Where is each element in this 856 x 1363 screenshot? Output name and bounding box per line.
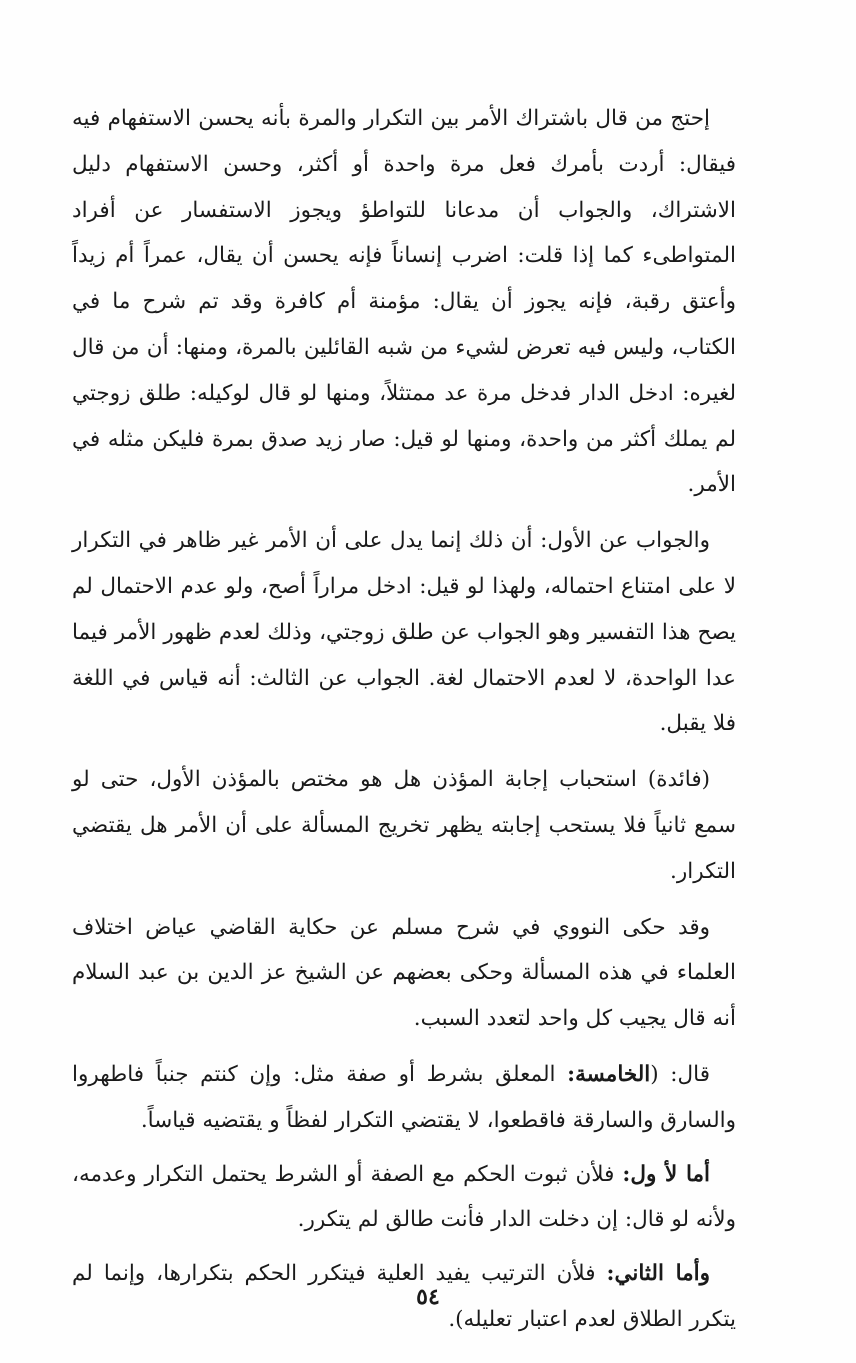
paragraph-nawawi: وقد حكى النووي في شرح مسلم عن حكاية القاضي عياض اختلاف العلماء في هذه المسألة وحكى بعضهم عن الشيخ عز الدين بن عبد السلام أنه قال يجيب كل واحد لتعدد السبب. — [72, 914, 736, 1032]
heading-second-point: وأما الثاني: — [606, 1261, 710, 1287]
paragraph-fifth — [72, 1052, 736, 1144]
paragraph-second-point-text: فلأن الترتيب يفيد العلية فيتكرر الحكم بتكرارها، وإنما لم يتكرر الطلاق لعدم اعتبار تعليله). — [72, 1261, 736, 1332]
body-text — [72, 96, 736, 1351]
paragraph-first-point — [72, 1152, 736, 1244]
paragraph-answer-first: والجواب عن الأول: أن ذلك إنما يدل على أن الأمر غير ظاهر في التكرار لا على امتناع احتماله، ولهذا لو قيل: ادخل مراراً أصح، ولو عدم الاحتمال لم يصح هذا التفسير وهو الجواب عن طلق زوجتي، وذلك لعدم ظهور الأمر فيما عدا الواحدة، لا لعدم الاحتمال لغة. الجواب عن الثالث: أنه قياس في اللغة فلا يقبل. — [72, 528, 736, 737]
heading-first-point: أما لأ ول: — [622, 1161, 710, 1187]
paragraph-fifth-lead: قال: ( — [650, 1061, 711, 1087]
heading-fifth: الخامسة: — [567, 1061, 651, 1087]
paragraph-argument: إحتج من قال باشتراك الأمر بين التكرار والمرة بأنه يحسن الاستفهام فيه فيقال: أردت بأمرك فعل مرة واحدة أو أكثر، وحسن الاستفهام دليل الاشتراك، والجواب أن مدعانا للتواطؤ ويجوز الاستفسار عن أفراد المتواطىء كما إذا قلت: اضرب إنساناً فإنه يحسن أن يقال، عمراً أم زيداً وأعتق رقبة، فإنه يجوز أن يقال: مؤمنة أم كافرة وقد تم شرح ما في الكتاب، وليس فيه تعرض لشيء من شبه القائلين بالمرة، ومنها: أن من قال لغيره: ادخل الدار فدخل مرة عد ممتثلاً، ومنها لو قال لوكيله: طلق زوجتي لم يملك أكثر من واحدة، ومنها لو قيل: صار زيد صدق بمرة فليكن مثله في الأمر. — [72, 106, 736, 498]
paragraph-fifth-text: المعلق بشرط أو صفة مثل: وإن كنتم جنباً فاطهروا والسارق والسارقة فاقطعوا، لا يقتضي التكرار لفظاً و يقتضيه قياساً. — [72, 1061, 736, 1133]
paragraph-first-point-text: فلأن ثبوت الحكم مع الصفة أو الشرط يحتمل التكرار وعدمه، ولأنه لو قال: إن دخلت الدار فأنت طالق لم يتكرر. — [72, 1161, 736, 1233]
paragraph-benefit: (فائدة) استحباب إجابة المؤذن هل هو مختص بالمؤذن الأول، حتى لو سمع ثانياً فلا يستحب إجابته يظهر تخريج المسألة على أن الأمر هل يقتضي التكرار. — [72, 767, 736, 884]
page-number: ٥٤ — [416, 1284, 440, 1310]
